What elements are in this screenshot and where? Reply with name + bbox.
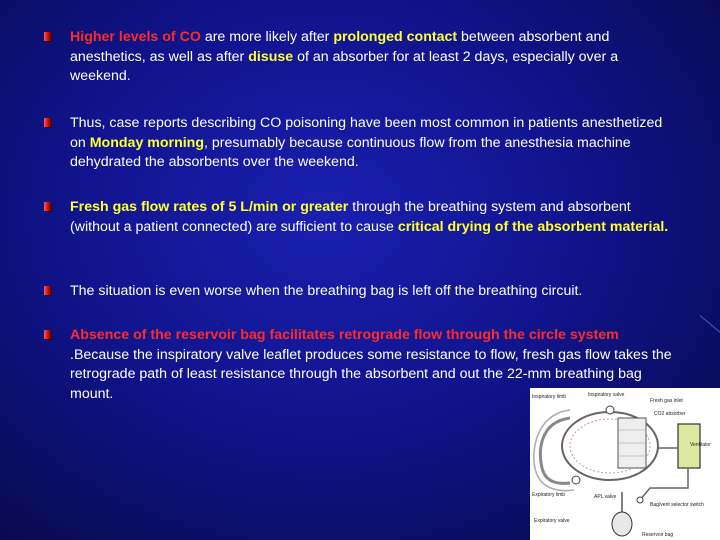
reservoir-bag-icon — [612, 512, 632, 536]
label-reservoir-bag: Reservoir bag — [642, 532, 674, 538]
bullet-marker-icon — [44, 202, 51, 211]
highlight-fresh-gas-flow: Fresh gas flow rates of 5 L/min or greater — [70, 199, 349, 215]
text-segment: , presumably because continuous flow from the anesthesia machine dehydrated the absorbents over the weekend. — [70, 134, 631, 170]
label-expiratory-limb: Expiratory limb — [532, 492, 566, 498]
bullet-text-4 — [70, 282, 680, 302]
decorative-line — [700, 315, 720, 335]
expiratory-limb-tube — [540, 418, 570, 483]
expiratory-valve-icon — [572, 476, 580, 484]
selector-line — [640, 468, 688, 500]
label-co2-absorber: CO2 absorber — [654, 411, 686, 417]
bullet-marker-icon — [44, 330, 51, 339]
bullet-marker-icon — [44, 118, 51, 127]
inspiratory-valve-icon — [606, 406, 614, 414]
label-fresh-gas-inlet: Fresh gas inlet — [650, 398, 683, 404]
bullet-text-2 — [70, 114, 680, 173]
text-segment: between absorbent and anesthetics, as well as after — [70, 29, 610, 65]
highlight-critical-drying: critical drying of the absorbent material. — [397, 218, 669, 235]
selector-switch-icon — [637, 497, 643, 503]
text-segment: .Because the inspiratory valve leaflet produces some resistance to flow, fresh gas flow takes the retrograde path of least resistance through the absorbent and out the 22-mm breathing bag mount. — [70, 346, 672, 402]
text-segment: Thus, case reports describing CO poisoning have been most common in patients anesthetized on — [70, 115, 663, 151]
label-inspiratory-limb: Inspiratory limb — [532, 394, 566, 400]
highlight-absence-reservoir-bag: Absence of the reservoir bag facilitates retrograde flow through the circle system — [70, 327, 619, 343]
highlight-disuse: disuse — [248, 48, 294, 65]
bullet-text-3 — [70, 198, 680, 237]
bullet-marker-icon — [44, 32, 51, 41]
text-segment: are more likely after — [200, 29, 334, 45]
highlight-prolonged-contact: prolonged contact — [333, 29, 458, 45]
label-apl-valve: APL valve — [594, 494, 617, 500]
label-ventilator: Ventilator — [690, 442, 711, 448]
label-selector-switch: Bag/vent selector switch — [650, 502, 704, 508]
highlight-higher-levels-co: Higher levels of CO — [70, 29, 201, 45]
circle-system-svg — [530, 388, 720, 540]
highlight-monday-morning: Monday morning — [89, 134, 205, 151]
text-segment: through the breathing system and absorbent (without a patient connected) are sufficient to cause — [70, 199, 631, 235]
label-inspiratory-valve: Inspiratory valve — [588, 392, 625, 398]
bullet-text-1 — [70, 28, 680, 87]
text-segment: of an absorber for at least 2 days, especially over a weekend. — [70, 48, 619, 84]
text-segment: The situation is even worse when the breathing bag is left off the breathing circuit. — [70, 283, 583, 299]
label-expiratory-valve: Expiratory valve — [534, 518, 570, 524]
circle-system-diagram — [530, 388, 720, 540]
bullet-marker-icon — [44, 286, 51, 295]
